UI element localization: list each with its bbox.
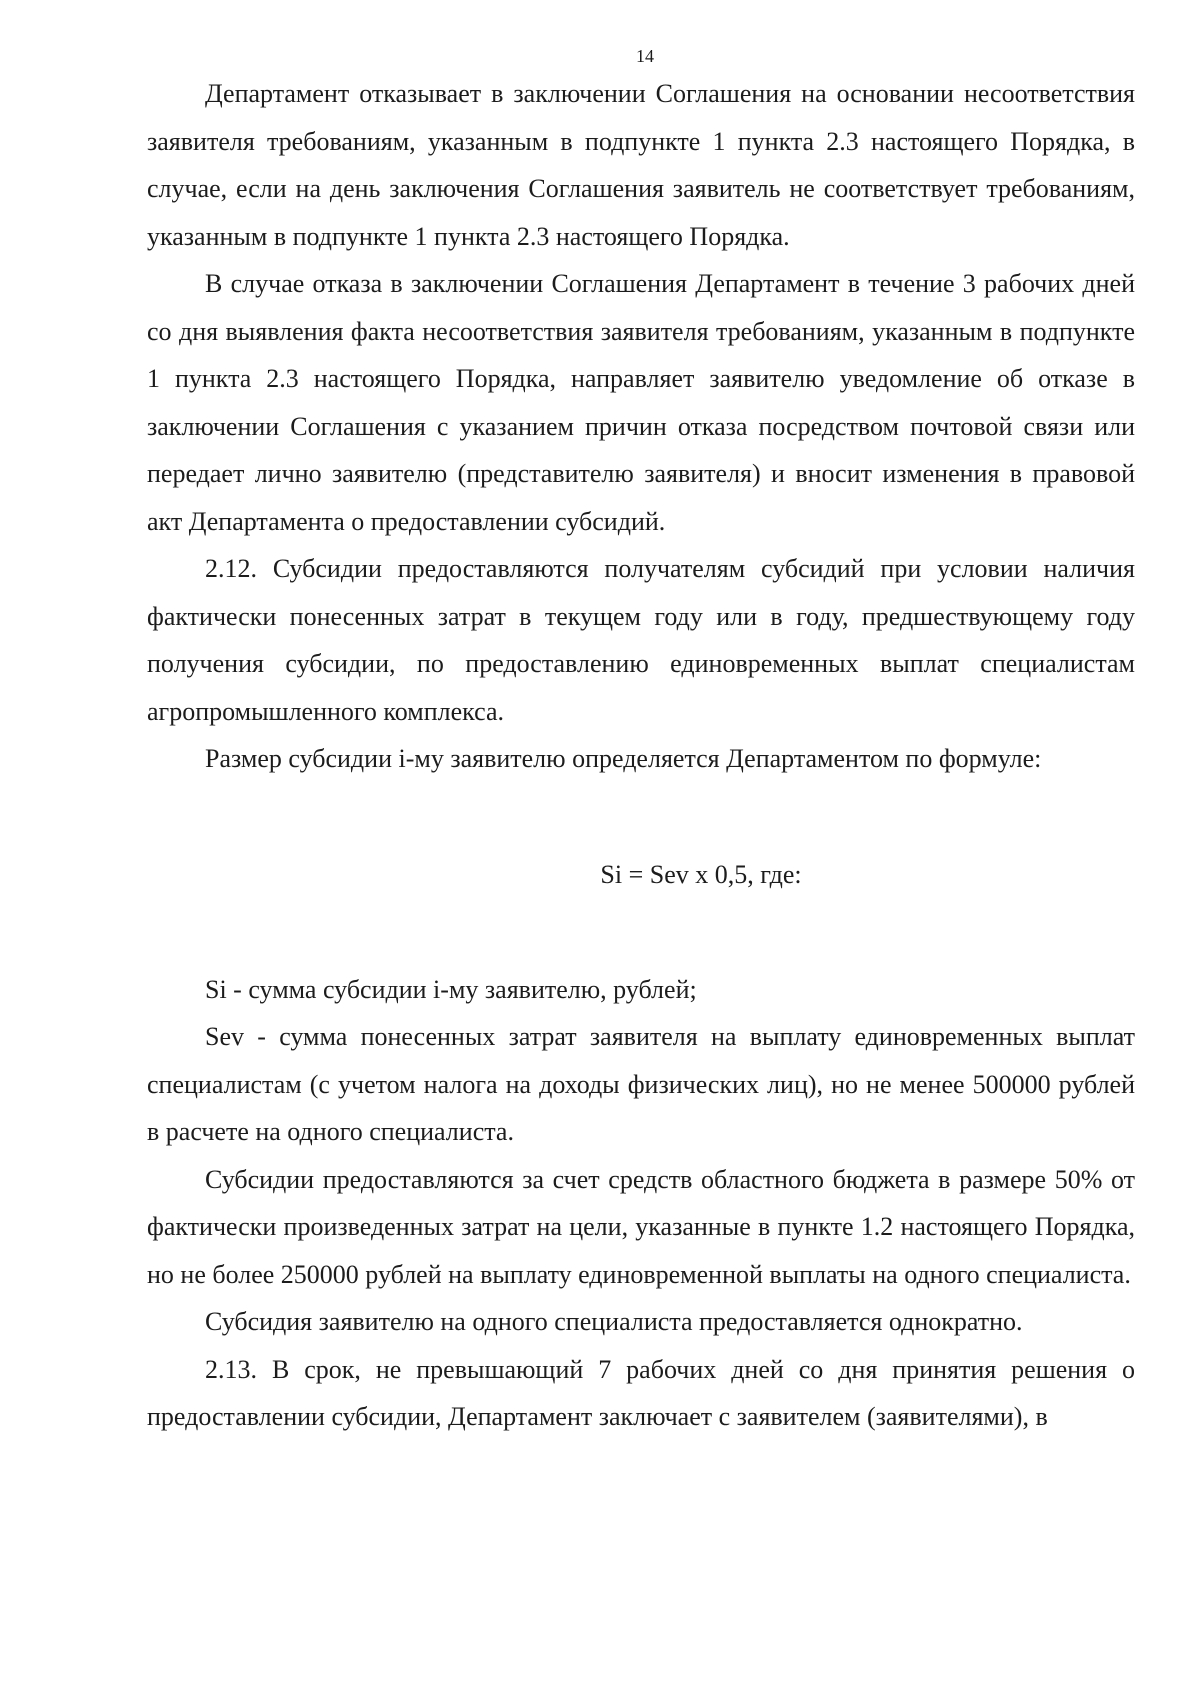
- paragraph-refusal-notice: В случае отказа в заключении Соглашения Департамент в течение 3 рабочих дней со дня выявления факта несоответствия заявителя требованиям, указанным в подпункте 1 пункта 2.3 настоящего Порядка, направляет заявителю уведомление об отказе в заключении Соглашения с указанием причин отказа посредством почтовой связи или передает лично заявителю (представителю заявителя) и вносит изменения в правовой акт Департамента о предоставлении субсидий.: [147, 269, 1135, 536]
- paragraph-2-12: 2.12. Субсидии предоставляются получателям субсидий при условии наличия фактически понесенных затрат в текущем году или в году, предшествующему году получения субсидии, по предоставлению единовременных выплат специалистам агропромышленного комплекса.: [147, 554, 1135, 726]
- paragraph-one-time: Субсидия заявителю на одного специалиста предоставляется однократно.: [205, 1307, 1023, 1336]
- document-body: [147, 70, 1135, 1441]
- subsidy-formula: Si = Sev x 0,5, где:: [600, 859, 802, 889]
- paragraph-refusal-grounds: Департамент отказывает в заключении Соглашения на основании несоответствия заявителя требованиям, указанным в подпункте 1 пункта 2.3 настоящего Порядка, в случае, если на день заключения Соглашения заявитель не соответствует требованиям, указанным в подпункте 1 пункта 2.3 настоящего Порядка.: [147, 79, 1135, 251]
- paragraph-formula-intro: Размер субсидии i-му заявителю определяется Департаментом по формуле:: [205, 744, 1042, 773]
- paragraph-si-definition: Si - сумма субсидии i-му заявителю, рублей;: [205, 974, 697, 1004]
- paragraph-sev-definition: Sev - сумма понесенных затрат заявителя на выплату единовременных выплат специалистам (с учетом налога на доходы физических лиц), но не менее 500000 рублей в расчете на одного специалиста.: [147, 1022, 1135, 1146]
- page-number: 14: [636, 46, 654, 66]
- paragraph-budget-source: Субсидии предоставляются за счет средств областного бюджета в размере 50% от фактически произведенных затрат на цели, указанные в пункте 1.2 настоящего Порядка, но не более 250000 рублей на выплату единовременной выплаты на одного специалиста.: [147, 1164, 1135, 1289]
- paragraph-2-13: 2.13. В срок, не превышающий 7 рабочих дней со дня принятия решения о предоставлении субсидии, Департамент заключает с заявителем (заявителями), в: [147, 1354, 1135, 1431]
